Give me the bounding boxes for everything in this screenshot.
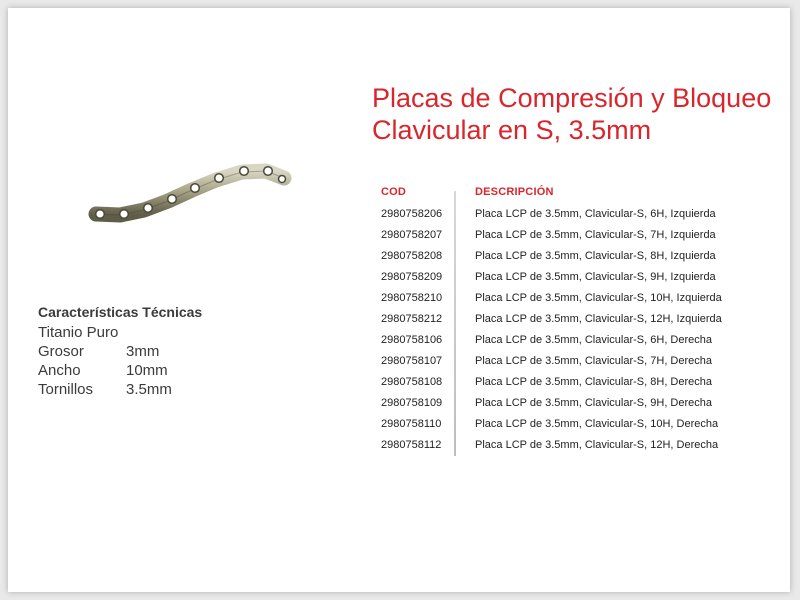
catalog-page (8, 8, 790, 592)
row-description: Placa LCP de 3.5mm, Clavicular-S, 9H, Derecha (475, 397, 713, 409)
row-description: Placa LCP de 3.5mm, Clavicular-S, 9H, Izquierda (475, 271, 716, 283)
table-row (372, 330, 772, 351)
spec-row (38, 361, 278, 380)
table-row (372, 288, 772, 309)
spec-value: 3.5mm (126, 381, 172, 398)
table-row (372, 225, 772, 246)
row-code: 2980758206 (381, 208, 443, 220)
row-code: 2980758210 (381, 292, 443, 304)
spec-label: Tornillos (38, 381, 94, 398)
spec-row (38, 342, 278, 361)
table-row (372, 435, 772, 456)
spec-label: Ancho (38, 362, 81, 379)
row-description: Placa LCP de 3.5mm, Clavicular-S, 12H, Izquierda (475, 313, 722, 325)
row-code: 2980758112 (381, 439, 442, 451)
table-row (372, 204, 772, 225)
clavicular-plate-image (84, 158, 296, 228)
row-description: Placa LCP de 3.5mm, Clavicular-S, 6H, Izquierda (475, 208, 716, 220)
row-description: Placa LCP de 3.5mm, Clavicular-S, 6H, Derecha (475, 334, 713, 346)
row-description: Placa LCP de 3.5mm, Clavicular-S, 7H, Izquierda (475, 229, 716, 241)
row-description: Placa LCP de 3.5mm, Clavicular-S, 8H, Derecha (475, 376, 713, 388)
page-title (372, 82, 782, 146)
table-row (372, 246, 772, 267)
header-description: DESCRIPCIÓN (475, 186, 554, 198)
table-row (372, 351, 772, 372)
title-line-1: Placas de Compresión y Bloqueo (372, 83, 772, 113)
table-row (372, 372, 772, 393)
row-code: 2980758208 (381, 250, 443, 262)
row-code: 2980758212 (381, 313, 443, 325)
product-table (372, 178, 772, 456)
row-description: Placa LCP de 3.5mm, Clavicular-S, 7H, Derecha (475, 355, 713, 367)
table-row (372, 414, 772, 435)
row-code: 2980758107 (381, 355, 443, 367)
row-code: 2980758110 (381, 418, 442, 430)
row-code: 2980758108 (381, 376, 443, 388)
header-code: COD (381, 186, 407, 198)
row-code: 2980758209 (381, 271, 443, 283)
row-code: 2980758207 (381, 229, 443, 241)
row-description: Placa LCP de 3.5mm, Clavicular-S, 12H, Derecha (475, 439, 719, 451)
table-row (372, 267, 772, 288)
table-row (372, 309, 772, 330)
row-description: Placa LCP de 3.5mm, Clavicular-S, 10H, Derecha (475, 418, 719, 430)
title-line-2: Clavicular en S, 3.5mm (372, 115, 652, 145)
row-description: Placa LCP de 3.5mm, Clavicular-S, 8H, Izquierda (475, 250, 716, 262)
row-code: 2980758106 (381, 334, 443, 346)
spec-value: 3mm (126, 343, 160, 360)
specs-heading: Características Técnicas (38, 304, 203, 320)
table-header (372, 178, 772, 204)
row-description: Placa LCP de 3.5mm, Clavicular-S, 10H, Izquierda (475, 292, 722, 304)
technical-specs (38, 304, 278, 399)
spec-material: Titanio Puro (38, 324, 119, 341)
row-code: 2980758109 (381, 397, 443, 409)
spec-row (38, 380, 278, 399)
table-row (372, 393, 772, 414)
spec-value: 10mm (126, 362, 168, 379)
spec-label: Grosor (38, 343, 84, 360)
